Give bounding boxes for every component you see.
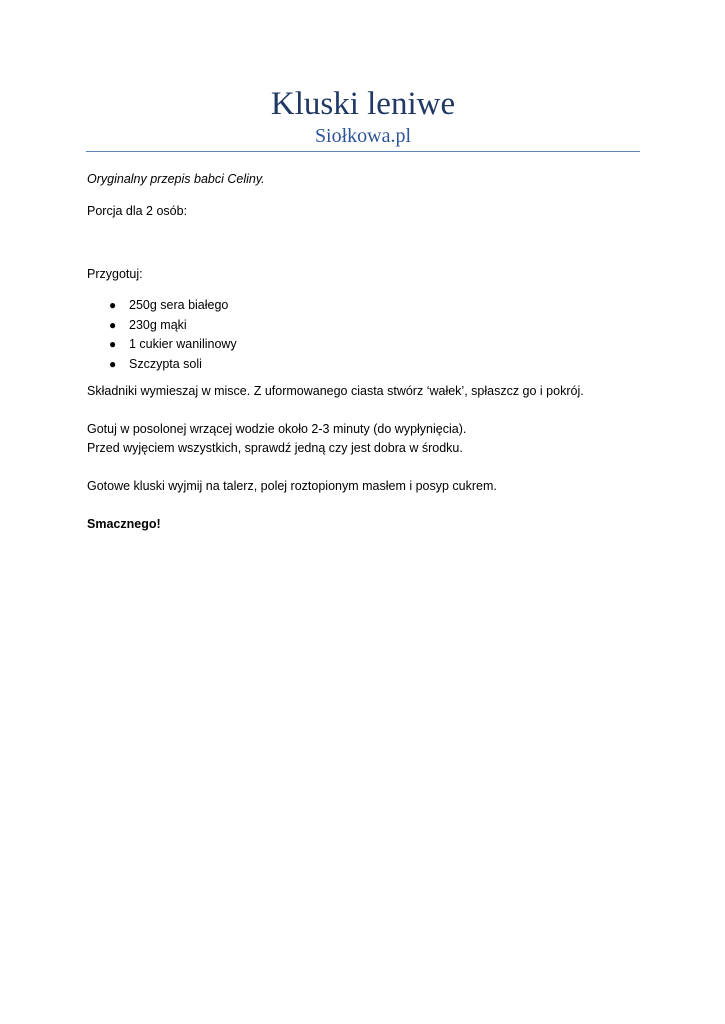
bullet-icon: ● [109, 317, 117, 332]
document-body [87, 170, 637, 534]
document-subtitle: Siołkowa.pl [314, 125, 412, 147]
list-item [87, 296, 637, 316]
portion-text: Porcja dla 2 osób: [87, 204, 188, 218]
step-mix-text: Składniki wymieszaj w misce. Z uformowanego ciasta stwórz ‘wałek’, spłaszcz go i pokrój. [87, 384, 584, 398]
ingredient-text: 1 cukier wanilinowy [129, 337, 237, 351]
bullet-icon: ● [109, 298, 117, 312]
ingredient-text: 250g sera białego [129, 298, 229, 312]
document-header [86, 84, 640, 148]
step-check-text: Przed wyjęciem wszystkich, sprawdź jedną czy jest dobra w środku. [87, 441, 463, 455]
title-divider [86, 151, 640, 152]
document-title: Kluski leniwe [270, 86, 456, 122]
ingredient-text: 230g mąki [129, 317, 187, 332]
list-item [87, 335, 637, 355]
closing-text: Smacznego! [87, 517, 161, 531]
list-item [87, 355, 637, 375]
step-serve-text: Gotowe kluski wyjmij na talerz, polej roztopionym masłem i posyp cukrem. [87, 479, 497, 493]
step-cook-text: Gotuj w posolonej wrzącej wodzie około 2-3 minuty (do wypłynięcia). [87, 422, 467, 436]
ingredient-list [87, 296, 637, 374]
ingredient-text: Szczypta soli [129, 356, 202, 371]
intro-text: Oryginalny przepis babci Celiny. [87, 172, 265, 186]
list-item [87, 316, 637, 336]
bullet-icon: ● [109, 337, 117, 351]
bullet-icon: ● [109, 356, 117, 371]
prepare-label: Przygotuj: [87, 267, 143, 281]
